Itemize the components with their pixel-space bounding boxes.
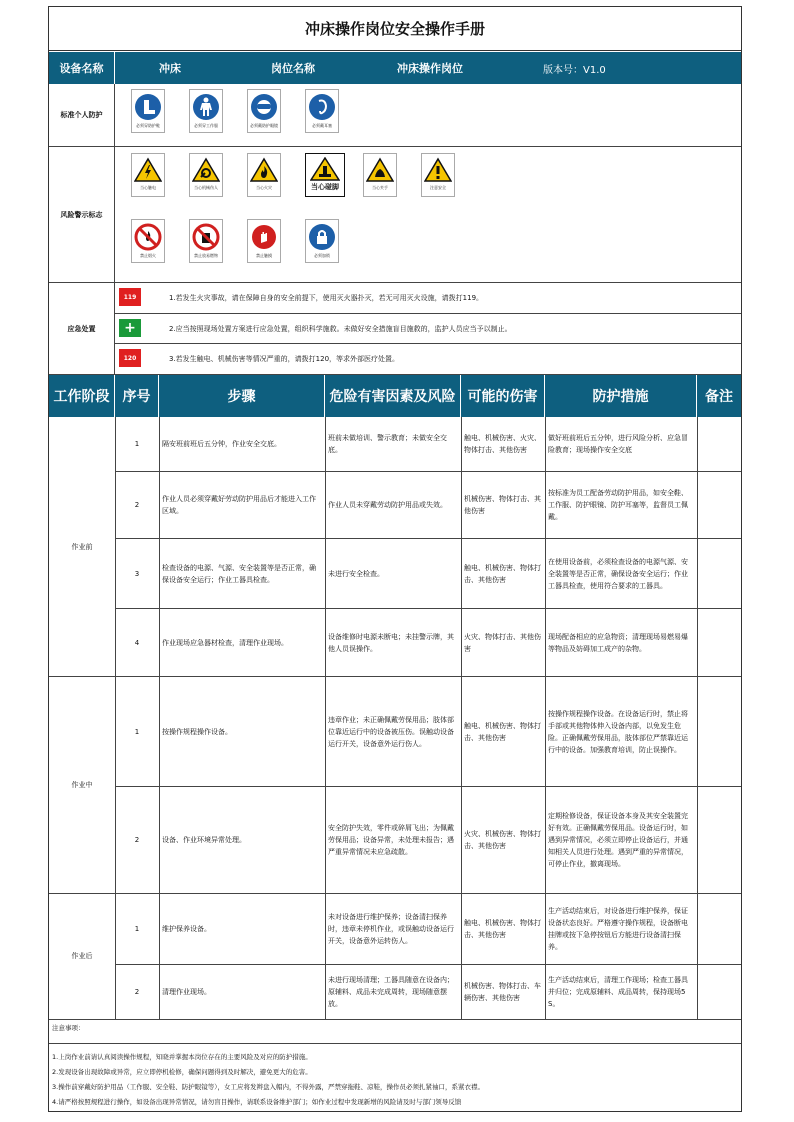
ambulance-120-icon: 120 (119, 349, 141, 367)
ppe-sign-caption: 必须穿防护鞋 (136, 123, 160, 128)
row-injury: 机械伤害、物体打击、车辆伤害、其他伤害 (464, 982, 541, 1002)
row-measure: 在使用设备前，必须检查设备的电源气源、安全装置等是否正常，确保设备安全运行；作业工器具检查，使用符合要求的工器具。 (548, 557, 688, 590)
row-step: 作业人员必须穿戴好劳动防护用品后才能进入工作区域。 (162, 495, 316, 515)
prohibition-sign-caption: 禁止触摸 (256, 253, 272, 258)
column-header-remark: 备注 (705, 389, 733, 405)
row-number: 2 (134, 501, 140, 509)
row-measure: 做好班前班后五分钟，进行风险分析、应急冒险教育；现场操作安全交底 (548, 434, 688, 454)
row-step: 维护保养设备。 (162, 925, 211, 933)
prohibition-sign-touch (247, 219, 281, 263)
row-number: 2 (134, 836, 140, 844)
caution-warning-icon (424, 157, 452, 183)
stage-during-work: 作业中 (71, 780, 93, 789)
row-measure: 按标准为员工配备劳动防护用品，如安全鞋、工作服、防护眼镜、防护耳塞等，监督员工佩戴。 (548, 489, 688, 521)
note-line: 4.请严格按照规程进行操作，如设备出现异常情况，请勿盲目操作，请联系设备维护部门；如作业过程中发现新增的风险请及时与部门领导反馈 (52, 1098, 462, 1106)
stage-after-work: 作业后 (71, 952, 93, 960)
no-touch-icon (250, 223, 278, 251)
lock-mandatory-icon (308, 223, 336, 251)
row-number: 4 (134, 638, 140, 647)
fire-alarm-119-icon: 119 (119, 288, 141, 306)
warning-sign-general (421, 153, 455, 197)
emergency-line: 3.若发生触电、机械伤害等情况严重的，请拨打120，等求外部医疗处置。 (169, 355, 400, 363)
row-hazard: 违章作业；未正确佩戴劳保用品；肢体部位靠近运行中的设备被压伤。误触动设备运行开关，设备意外运行伤人。 (328, 715, 454, 748)
warning-sign-caption: 当心机械伤人 (194, 185, 218, 190)
row-injury: 触电、机械伤害、物体打击、其他伤害 (464, 563, 541, 584)
ppe-sign-earplugs (305, 89, 339, 133)
emergency-line: 2.应当按照现场处置方案进行应急处置，组织科学施救。未做好安全措施盲目施救的，监护人员应当予以制止。 (169, 324, 512, 333)
stage-before-work: 作业前 (71, 542, 93, 551)
first-aid-icon: + (119, 319, 141, 337)
mandatory-sign-lock (305, 219, 339, 263)
row-hazard: 安全防护失效，零件或碎屑飞出；为佩戴劳保用品；设备异常，未处理未报告；遇严重异常情况未应急疏散。 (328, 824, 454, 856)
warning-sign-caption: 注意安全 (430, 185, 446, 190)
row-step: 作业现场应急器材检查，清理作业现场。 (162, 638, 288, 647)
warning-sign-foot (305, 153, 345, 197)
equipment-value: 冲床 (159, 62, 181, 75)
warning-sign-electric (131, 153, 165, 197)
ppe-label: 标准个人防护 (49, 84, 115, 146)
hand-pinch-warning-icon (366, 157, 394, 183)
warning-sign-fire (247, 153, 281, 197)
row-injury: 触电、机械伤害、火灾、物体打击、其他伤害 (464, 434, 541, 454)
column-header-number: 序号 (115, 375, 159, 417)
row-measure: 定期检修设备，保证设备本身及其安全装置完好有效。正确佩戴劳保用品。设备运行时，如遇到异常情况，必须立即停止设备运行，并通知相关人员进行处理。遇到严重的异常情况，可停止作业，撤离现场。 (548, 812, 688, 868)
note-line: 2.发现设备出现故障或异常，应立即停机检修，确保问题得到及时解决，避免更大的危害。 (52, 1068, 312, 1076)
emergency-line: 1.若发生火灾事故，请在保障自身的安全前提下，使用灭火器扑灭，若无可用灭火设施，请拨打119。 (169, 294, 484, 302)
ppe-sign-caption: 必须戴耳塞 (312, 123, 332, 128)
row-hazard: 未对设备进行维护保养；设备清扫保养时，违章未停机作业，或误触动设备运行开关，设备意外运转伤人。 (328, 913, 454, 945)
row-step: 隔安班前班后五分钟，作业安全交底。 (162, 440, 281, 448)
row-measure: 现场配备相应的应急物资；清理现场易燃易爆等物品及妨碍加工成产的杂物。 (548, 632, 688, 653)
machine-injury-warning-icon (192, 157, 220, 183)
table-header-row (49, 375, 741, 417)
emergency-label: 应急处置 (49, 283, 115, 374)
row-injury: 触电、机械伤害、物体打击、其他伤害 (464, 721, 541, 742)
row-step: 设备、作业环境异常处理。 (162, 836, 246, 844)
note-line: 3.操作前穿戴好防护用品（工作服、安全鞋、防护眼镜等），女工应将发辫盘入帽内，不得外露，严禁穿拖鞋、凉鞋，操作员必须扎紧袖口，系紧衣襟。 (52, 1083, 484, 1091)
warning-sign-pinch (363, 153, 397, 197)
row-number: 3 (134, 569, 140, 578)
equipment-label: 设备名称 (49, 52, 115, 84)
electric-shock-warning-icon (134, 157, 162, 183)
warning-sign-caption: 当心碰脚 (311, 183, 339, 191)
prohibition-sign-fire (131, 219, 165, 263)
row-injury: 火灾、物体打击、其他伤害 (464, 632, 541, 653)
warning-sign-caption: 当心触电 (140, 185, 156, 190)
column-header-measure: 防护措施 (545, 375, 697, 417)
ear-protection-icon (308, 93, 336, 121)
mandatory-sign-caption: 必须加锁 (314, 253, 330, 258)
ppe-sign-shoes (131, 89, 165, 133)
row-measure: 生产活动结束后，清理工作现场；检查工器具并归位；完成原辅料、成品周转，保持现场5S。 (548, 976, 688, 1008)
foot-injury-warning-icon (310, 157, 340, 181)
row-injury: 火灾、机械伤害、物体打击、其他伤害 (464, 830, 541, 850)
row-step: 检查设备的电源、气源、安全装置等是否正常，确保设备安全运行；作业工器具检查。 (162, 563, 316, 584)
column-header-injury: 可能的伤害 (461, 375, 545, 417)
work-clothes-icon (192, 93, 220, 121)
warning-sign-caption: 当心火灾 (256, 185, 272, 190)
row-measure: 按操作规程操作设备。在设备运行时，禁止将手部或其他物体伸入设备内部，以免发生危险。正确佩戴劳保用品，肢体部位严禁靠近运行中的设备。加强教育培训，防止误操作。 (548, 709, 688, 754)
ppe-sign-goggles (247, 89, 281, 133)
row-hazard: 作业人员未穿戴劳动防护用品或失效。 (328, 501, 447, 509)
safety-manual-sheet (48, 6, 742, 1112)
column-header-stage: 工作阶段 (49, 375, 115, 417)
row-hazard: 班前未做培训、警示教育；未做安全交底。 (328, 434, 447, 454)
row-injury: 触电、机械伤害、物体打击、其他伤害 (464, 919, 541, 939)
fire-warning-icon (250, 157, 278, 183)
safety-shoes-icon (134, 93, 162, 121)
ppe-sign-caption: 必须戴防护眼镜 (250, 123, 278, 128)
row-measure: 生产活动结束后，对设备进行维护保养，保证设备状态良好。严格遵守操作规程，设备断电挂牌或按下急停按钮后方能进行设备清扫保养。 (548, 907, 688, 951)
row-number: 1 (134, 925, 140, 933)
row-hazard: 设备维修时电源未断电；未挂警示牌，其他人员误操作。 (328, 632, 454, 653)
row-step: 按操作规程操作设备。 (162, 727, 232, 736)
row-injury: 机械伤害、物体打击、其他伤害 (464, 495, 541, 515)
row-number: 1 (134, 440, 140, 448)
no-fire-icon (134, 223, 162, 251)
row-step: 清理作业现场。 (162, 988, 211, 996)
no-flammable-icon (192, 223, 220, 251)
warning-sign-caption: 当心夹手 (372, 185, 388, 190)
prohibition-sign-flammable (189, 219, 223, 263)
row-hazard: 未进行现场清理；工器具随意在设备内；原辅料、成品未完成周转，现场随意摆放。 (328, 976, 454, 1008)
column-header-step: 步骤 (159, 375, 325, 417)
version-label: 版本号：V1.0 (543, 64, 606, 76)
ppe-sign-caption: 必须穿工作服 (194, 123, 218, 128)
row-hazard: 未进行安全检查。 (328, 569, 384, 578)
risk-label: 风险警示标志 (49, 147, 115, 282)
page-title: 冲床操作岗位安全操作手册 (49, 7, 741, 51)
post-label: 岗位名称 (271, 62, 315, 75)
row-number: 1 (134, 727, 140, 736)
ppe-sign-workwear (189, 89, 223, 133)
notes-title: 注意事项： (52, 1024, 85, 1032)
note-line: 1.上岗作业前请认真阅读操作规程，知晓并掌握本岗位存在的主要风险及对应的防护措施。 (52, 1053, 312, 1061)
post-value: 冲床操作岗位 (397, 62, 463, 75)
equipment-header-bar (49, 52, 741, 84)
prohibition-sign-caption: 禁止烟火 (140, 253, 156, 258)
goggles-icon (250, 93, 278, 121)
column-header-hazard: 危险有害因素及风险 (325, 375, 461, 417)
warning-sign-machinery (189, 153, 223, 197)
prohibition-sign-caption: 禁止放易燃物 (194, 253, 218, 258)
row-number: 2 (134, 988, 140, 996)
